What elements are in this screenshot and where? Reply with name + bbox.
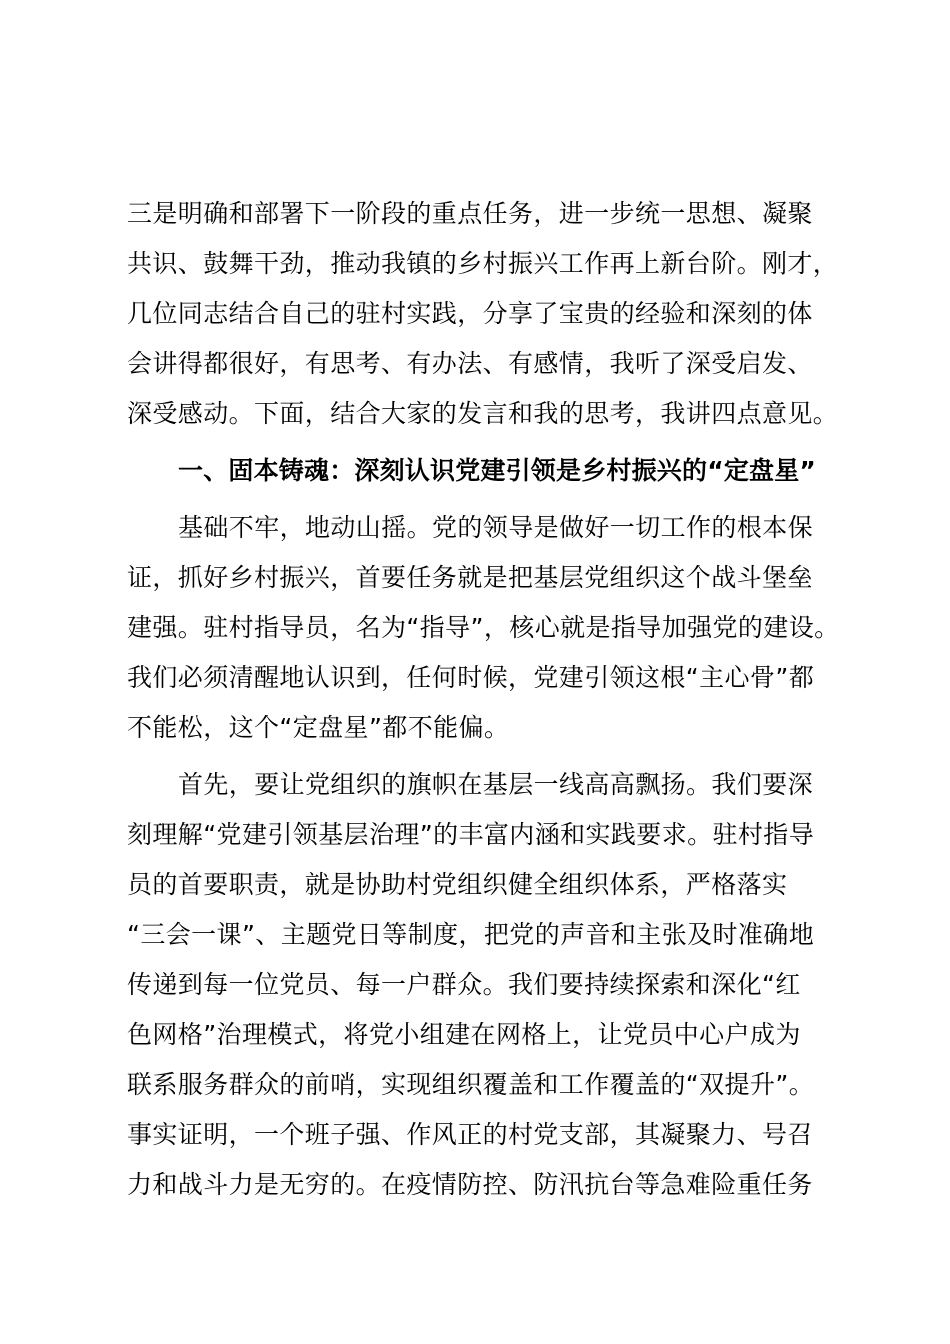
- section-heading: 一、固本铸魂：深刻认识党建引领是乡村振兴的“定盘星”: [178, 456, 817, 485]
- paragraph-line: 会讲得都很好，有思考、有办法、有感情，我听了深受启发、: [127, 349, 813, 378]
- paragraph-line: “三会一课”、主题党日等制度，把党的声音和主张及时准确地: [127, 920, 815, 949]
- paragraph-line: 建强。驻村指导员，名为“指导”，核心就是指导加强党的建设。: [127, 613, 840, 642]
- paragraph-line: 传递到每一位党员、每一户群众。我们要持续探索和深化“红: [127, 970, 801, 999]
- paragraph-line: 事实证明，一个班子强、作风正的村党支部，其凝聚力、号召: [127, 1120, 813, 1149]
- paragraph-line: 色网格”治理模式，将党小组建在网格上，让党员中心户成为: [127, 1020, 801, 1049]
- paragraph-line: 刻理解“党建引领基层治理”的丰富内涵和实践要求。驻村指导: [127, 820, 815, 849]
- paragraph-line: 联系服务群众的前哨，实现组织覆盖和工作覆盖的“双提升”。: [127, 1070, 815, 1099]
- paragraph-line: 证，抓好乡村振兴，首要任务就是把基层党组织这个战斗堡垒: [127, 563, 813, 592]
- paragraph-line: 我们必须清醒地认识到，任何时候，党建引领这根“主心骨”都: [127, 663, 815, 692]
- paragraph-line: 共识、鼓舞干劲，推动我镇的乡村振兴工作再上新台阶。刚才，: [127, 249, 839, 278]
- paragraph-line: 首先，要让党组织的旗帜在基层一线高高飘扬。我们要深: [178, 770, 814, 799]
- paragraph-line: 力和战斗力是无穷的。在疫情防控、防汛抗台等急难险重任务: [127, 1170, 813, 1199]
- paragraph-line: 不能松，这个“定盘星”都不能偏。: [127, 713, 510, 742]
- paragraph-line: 几位同志结合自己的驻村实践，分享了宝贵的经验和深刻的体: [127, 299, 813, 328]
- paragraph-line: 基础不牢，地动山摇。党的领导是做好一切工作的根本保: [178, 513, 814, 542]
- paragraph-line: 三是明确和部署下一阶段的重点任务，进一步统一思想、凝聚: [127, 199, 813, 228]
- paragraph-line: 员的首要职责，就是协助村党组织健全组织体系，严格落实: [127, 870, 788, 899]
- paragraph-line: 深受感动。下面，结合大家的发言和我的思考，我讲四点意见。: [127, 399, 839, 428]
